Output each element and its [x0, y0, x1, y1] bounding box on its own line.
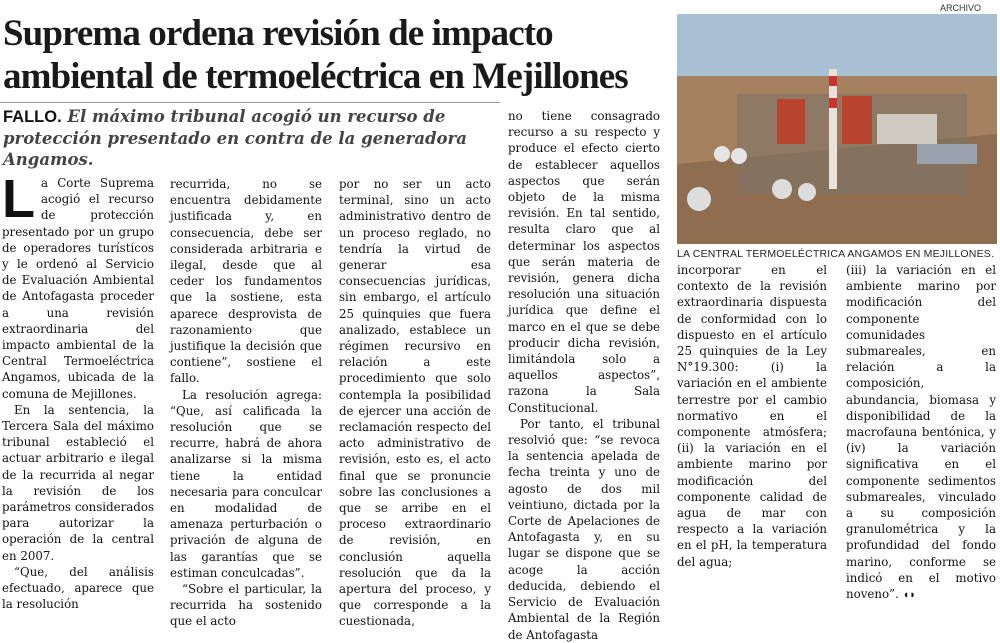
- deck-kicker: FALLO.: [3, 108, 62, 126]
- deck-text: El máximo tribunal acogió un recurso de protección presentado en contra de la generadora Angamos.: [3, 107, 467, 169]
- paragraph: “Que, del análisis efectuado, aparece que la resolución: [2, 564, 154, 612]
- drop-cap: L: [2, 169, 35, 229]
- paragraph: por no ser un acto terminal, sino un acto administrativo dentro de un proceso reglado, no tendría la virtud de generar esa consecuencias jurídicas, sin embargo, el artículo 25 quinquies que fuera analizado, establece un régimen recursivo en relación a este procedimiento que solo contempla la posibilidad de ejercer una acción de reclamación respecto del acto administrativo de revisión, esto es, el acto final que se pronuncie sobre las conclusiones a que se arribe en el proceso extraordinario de revisión, en conclusión aquella resolución que da la apertura del proceso, y que corresponde a la cuestionada,: [339, 177, 491, 629]
- paragraph: no tiene consagrado recurso a su respecto y produce el efecto cierto de establecer aquellos aspectos que serán objeto de la misma revisión. En tal sentido, resulta claro que al determinar los aspectos que serán materia de revisión, genera dicha resolución una situación jurídica que define el marco en el que se debe producir dicha revisión, limitándola solo a aquellos aspectos”, razona la Sala Constitucional.: [508, 109, 660, 415]
- paragraph: La resolución agrega: “Que, así calificada la resolución que se recurre, habrá de ahora analizarse si la misma tiene la entidad necesaria para conculcar en modalidad de amenaza perturbación o privación de alguna de las garantías que se estiman conculcadas”.: [170, 387, 322, 580]
- article-column-1: [2, 169, 154, 612]
- article-column-5: [677, 262, 827, 570]
- photo: [677, 14, 997, 244]
- article-column-4: [508, 108, 660, 643]
- paragraph: “Sobre el particular, la recurrida ha sostenido que el acto: [170, 582, 322, 629]
- paragraph-text: (iii) la variación en el ambiente marino por modificación del componente comunidades submareales, en relación a la composición, abundancia, biomasa y disponibilidad de la macrofauna bentónica, y (iv) la variación significativa en el componente sedimentos submareales, vinculado a su composición granulométrica y la profundidad del fondo marino, conforme se indicó en el motivo noveno”.: [846, 263, 996, 602]
- deck: [3, 106, 503, 170]
- paragraph: incorporar en el contexto de la revisión extraordinaria dispuesta de conformidad con lo dispuesto en el artículo 25 quinquies de la Ley N°19.300: (i) la variación en el ambiente terrestre por el cambio normativo en el componente atmósfera; (ii) la variación en el ambiente marino por modificación del componente calidad de agua de mar con respecto a la variación en el pH, la temperatura del agua;: [677, 263, 827, 569]
- paragraph: Por tanto, el tribunal resolvió que: “se revoca la sentencia apelada de fecha treinta y uno de agosto de dos mil veintiuno, dictada por la Corte de Apelaciones de Antofagasta y, en su lugar se dispone que se acoge la acción deducida, debiendo el Servicio de Evaluación Ambiental de la Región de Antofagasta: [508, 416, 660, 642]
- paragraph: [2, 169, 154, 402]
- photo-caption: LA CENTRAL TERMOELÉCTRICA ANGAMOS EN MEJILLONES.: [677, 248, 995, 260]
- paragraph: recurrida, no se encuentra debidamente justificada y, en consecuencia, debe ser considerada arbitraria e ilegal, desde que al ceder los fundamentos que la sostiene, esta aparece desprovista de razonamiento que justifique la decisión que contiene”, sostiene el fallo.: [170, 177, 322, 386]
- article-column-2: [170, 176, 322, 630]
- power-plant-image: [677, 14, 997, 244]
- paragraph: En la sentencia, la Tercera Sala del máximo tribunal estableció el actuar arbitrario e ilegal de la recurrida al negar la revisión de los parámetros considerados para autorizar la operación de la central en 2007.: [2, 402, 154, 563]
- article-column-3: [339, 176, 491, 630]
- photo-credit: ARCHIVO: [940, 3, 982, 13]
- headline: Suprema ordena revisión de impacto ambiental de termoeléctrica en Mejillones: [3, 13, 628, 97]
- paragraph: [846, 262, 996, 603]
- paragraph-text: a Corte Suprema acogió el recurso de protección presentado por un grupo de operadores turísticos y le ordenó al Servicio de Evaluación Ambiental de Antofagasta proceder a una revisión extraordinaria del impacto ambiental de la Central Termoeléctrica Angamos, ubicada de la comuna de Mejillones.: [2, 176, 154, 401]
- deck-rule: [0, 102, 500, 103]
- article-column-6: [846, 262, 996, 603]
- end-mark-icon: ◖◗: [902, 589, 916, 602]
